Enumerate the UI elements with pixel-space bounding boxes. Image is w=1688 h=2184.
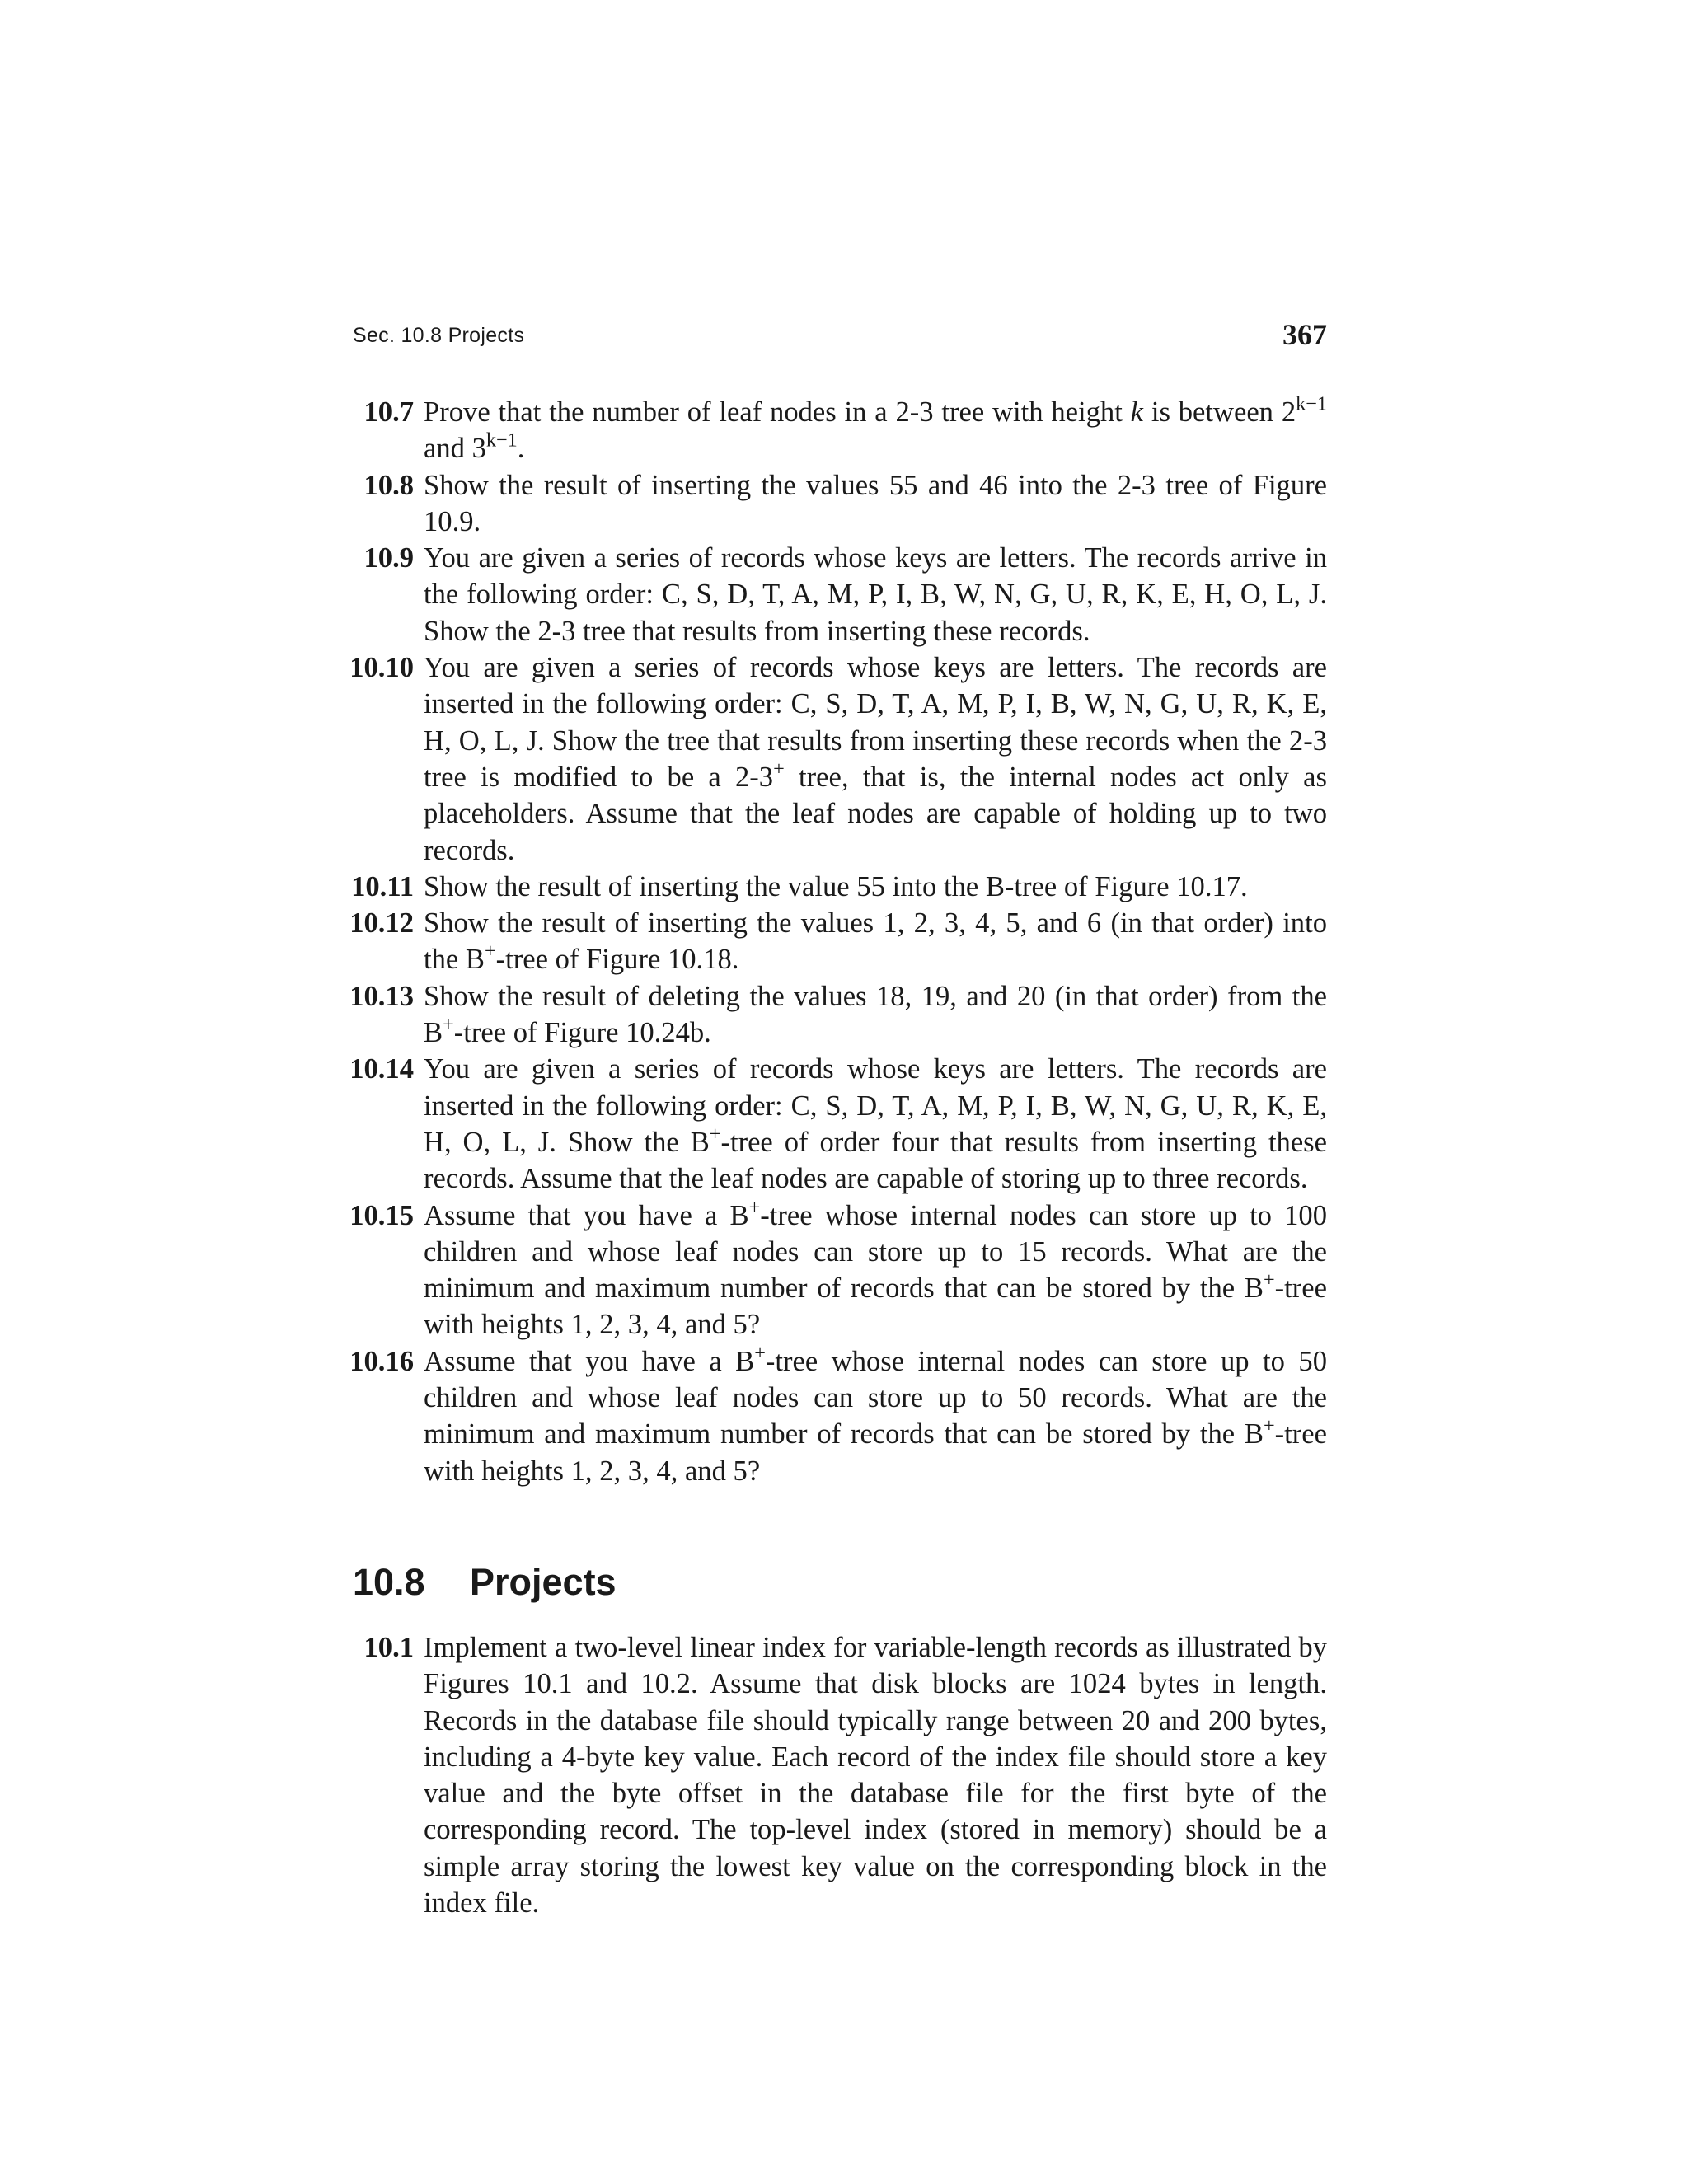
exercise-number: 10.14 — [349, 1053, 414, 1085]
exercise-text: Show the result of inserting the values 55 and 46 into the 2-3 tree of Figure 10.9. — [424, 469, 1327, 537]
exercise-text: You are given a series of records whose keys are letters. The records are inserted in the following order: C, S, D, T, A, M, P, I, B, W, N, G, U, R, K, E, H, O, L, J. Show the B+-tree of order four that results from inserting these records. Assume that the leaf nodes are capable of storing up to three records. — [424, 1053, 1327, 1195]
exercise-number: 10.16 — [349, 1345, 414, 1377]
running-head-section: Sec. 10.8 Projects — [353, 324, 525, 347]
running-head — [353, 317, 1327, 359]
exercise-number: 10.15 — [349, 1199, 414, 1231]
superscript: + — [443, 1013, 454, 1036]
exercise-10-8 — [334, 467, 1327, 541]
page-number: 367 — [1282, 318, 1327, 351]
project-10-1 — [334, 1629, 1327, 1921]
exercise-10-13 — [334, 978, 1327, 1052]
exercise-text: Prove that the number of leaf nodes in a 2-3 tree with height k is between $2^{k-1}$ and $3^{k-1}$. — [424, 392, 1327, 465]
superscript: + — [754, 1342, 766, 1365]
exercise-10-15 — [334, 1197, 1327, 1343]
superscript: + — [709, 1122, 721, 1146]
project-text: Implement a two-level linear index for variable-length records as illustrated by Figures 10.1 and 10.2. Assume that disk blocks are 1024 bytes in length. Records in the database file should typically range between 20 and 200 bytes, including a 4-byte key value. Each record of the index file should store a key value and the byte offset in the database file for the first byte of the corresponding record. The top-level index (stored in memory) should be a simple array storing the lowest key value on the corresponding block in the index file. — [424, 1632, 1327, 1919]
exercise-number: 10.10 — [349, 652, 414, 684]
superscript: + — [484, 940, 496, 963]
exercise-number: 10.8 — [363, 469, 414, 501]
exercise-text: Show the result of deleting the values 18, 19, and 20 (in that order) from the B+-tree of Figure 10.24b. — [424, 980, 1327, 1049]
section-number: 10.8 — [353, 1561, 425, 1603]
exercise-text: You are given a series of records whose keys are letters. The records arrive in the following order: C, S, D, T, A, M, P, I, B, W, N, G, U, R, K, E, H, O, L, J. Show the 2-3 tree that results from inserting these records. — [424, 542, 1327, 647]
superscript: + — [748, 1196, 761, 1219]
exercise-10-7 — [334, 394, 1327, 467]
exercise-text: Show the result of inserting the values 1, 2, 3, 4, 5, and 6 (in that order) into the B+-tree of Figure 10.18. — [424, 907, 1327, 976]
exercise-number: 10.11 — [351, 870, 414, 902]
exercise-10-10 — [334, 649, 1327, 869]
section-heading — [353, 1558, 617, 1607]
superscript: + — [1263, 1268, 1275, 1291]
exercise-text: Assume that you have a B+-tree whose internal nodes can store up to 100 children and whose leaf nodes can store up to 15 records. What are the minimum and maximum number of records that can be stored by the B+-tree with heights 1, 2, 3, 4, and 5? — [424, 1196, 1327, 1341]
superscript: k−1 — [1296, 392, 1327, 415]
exercise-10-11 — [334, 869, 1327, 905]
exercise-10-12 — [334, 905, 1327, 978]
exercise-text: You are given a series of records whose keys are letters. The records are inserted in the following order: C, S, D, T, A, M, P, I, B, W, N, G, U, R, K, E, H, O, L, J. Show the tree that results from inserting these records when the 2-3 tree is modified to be a 2-3+ tree, that is, the internal nodes act only as placeholders. Assume that the leaf nodes are capable of holding up to two records. — [424, 652, 1327, 866]
exercise-10-9 — [334, 540, 1327, 649]
exercise-10-14 — [334, 1051, 1327, 1197]
superscript: + — [1263, 1415, 1275, 1437]
exercise-text: Assume that you have a B+-tree whose internal nodes can store up to 50 children and whose leaf nodes can store up to 50 records. What are the minimum and maximum number of records that can be stored by the B+-tree with heights 1, 2, 3, 4, and 5? — [424, 1342, 1328, 1487]
exercise-number: 10.12 — [349, 907, 414, 940]
exercise-number: 10.13 — [349, 980, 414, 1012]
section-title: Projects — [470, 1561, 617, 1603]
exercise-number: 10.9 — [363, 542, 414, 574]
project-number: 10.1 — [363, 1632, 414, 1663]
superscript: + — [773, 757, 785, 780]
exercise-list — [334, 394, 1327, 1489]
height-variable: k — [1130, 396, 1144, 428]
exercise-10-16 — [334, 1343, 1327, 1489]
exercise-number: 10.7 — [363, 396, 414, 428]
exercise-text: Show the result of inserting the value 55 into the B-tree of Figure 10.17. — [424, 870, 1248, 902]
superscript: k−1 — [485, 429, 518, 452]
project-list — [334, 1629, 1327, 1921]
